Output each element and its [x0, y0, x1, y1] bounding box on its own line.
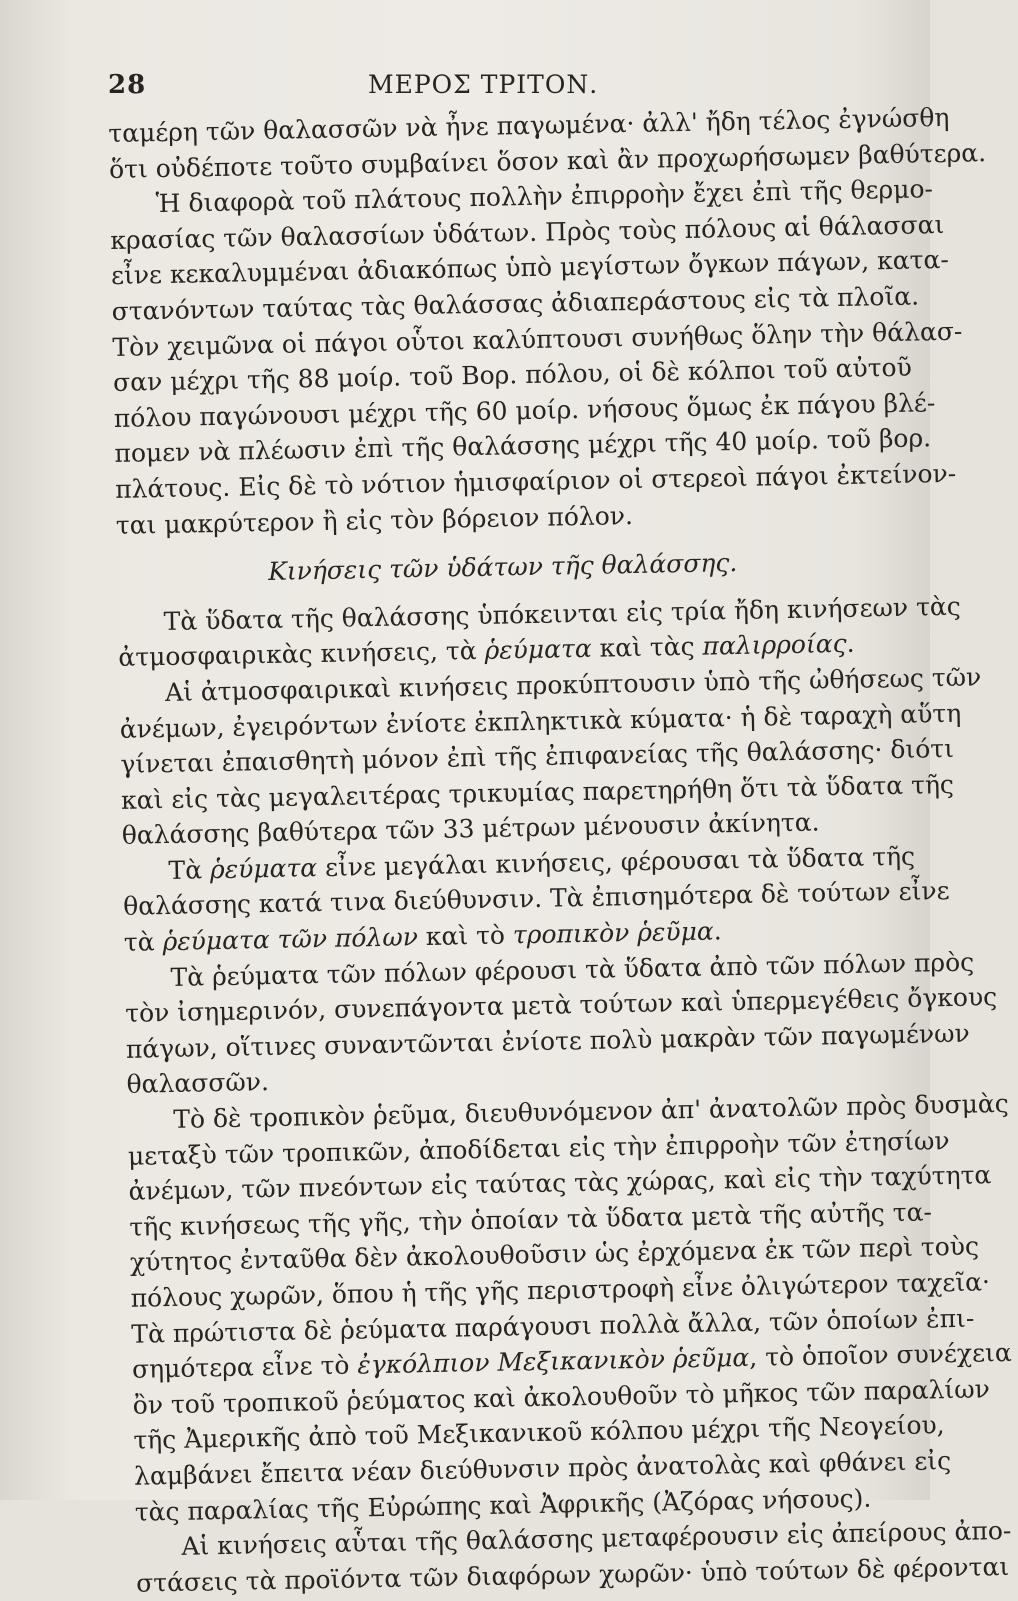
- text-line: ἀνέμων, ἐγειρόντων ἐνίοτε ἐκπληκτικὰ κύματα· ἡ δὲ ταραχὴ αὕτη: [119, 698, 962, 744]
- section-heading: Κινήσεις τῶν ὑδάτων τῆς θαλάσσης.: [267, 548, 738, 587]
- emphasis: ῥεύματα τῶν πόλων: [162, 922, 419, 957]
- page-number: 28: [108, 70, 147, 100]
- text-line: γίνεται ἐπαισθητὴ μόνον ἐπὶ τῆς ἐπιφανείας τῆς θαλάσσης· διότι: [120, 733, 955, 779]
- text-line: Τὸν χειμῶνα οἱ πάγοι οὗτοι καλύπτουσι συνήθως ὅλην τὴν θάλασ-: [112, 316, 963, 362]
- text-line: σαν μέχρι τῆς 88 μοίρ. τοῦ Βορ. πόλου, οἱ δὲ κόλποι τοῦ αὐτοῦ: [112, 352, 913, 398]
- text-line: ταμέρη τῶν θαλασσῶν νὰ ἦνε παγωμένα· ἀλλ' ἤδη τέλος ἐγνώσθη: [108, 102, 950, 148]
- text-line: πάγων, οἵτινες συναντῶνται ἐνίοτε πολὺ μακρὰν τῶν παγωμένων: [125, 1018, 970, 1064]
- text-line: σημότερα εἶνε τὸ ἐγκόλπιον Μεξικανικὸν ῥεῦμα, τὸ ὁποῖον συνέχεια: [131, 1338, 1012, 1384]
- text-line: Τὰ πρώτιστα δὲ ῥεύματα παράγουσι πολλὰ ἄλλα, τῶν ὁποίων ἐπι-: [131, 1303, 975, 1349]
- text-line: χύτητος ἐνταῦθα δὲν ἀκολουθοῦσιν ὡς ἐρχόμενα ἐκ τῶν περὶ τοὺς: [129, 1231, 980, 1278]
- emphasis: τροπικὸν ῥεῦμα: [512, 916, 714, 950]
- text-line: Τὸ δὲ τροπικὸν ῥεῦμα, διευθυνόμενον ἀπ' ἀνατολῶν πρὸς δυσμὰς: [172, 1088, 1010, 1134]
- emphasis: ἐγκόλπιον Μεξικανικὸν ῥεῦμα: [357, 1343, 750, 1380]
- part-title: ΜΕΡΟΣ ΤΡΙΤΟΝ.: [368, 70, 599, 99]
- emphasis: ῥεύματα: [484, 634, 592, 666]
- text-line: Τὰ ῥεύματα εἶνε μεγάλαι κινήσεις, φέρουσαι τὰ ὕδατα τῆς: [168, 841, 916, 885]
- text-line: πόλους χωρῶν, ὅπου ἡ τῆς γῆς περιστροφὴ εἶνε ὀλιγώτερον ταχεῖα·: [130, 1267, 991, 1313]
- text-line: τὰ ῥεύματα τῶν πόλων καὶ τὸ τροπικὸν ῥεῦμα.: [123, 916, 722, 957]
- text-line: μεταξὺ τῶν τροπικῶν, ἀποδίδεται εἰς τὴν ἐπιρροὴν τῶν ἐτησίων: [127, 1125, 950, 1171]
- text-line: Τὰ ὕδατα τῆς θαλάσσης ὑπόκεινται εἰς τρία ἤδη κινήσεων τὰς: [163, 591, 962, 636]
- text-line: θαλάσσης βαθύτερα τῶν 33 μέτρων μένουσιν ἀκίνητα.: [121, 807, 820, 851]
- running-head: [108, 66, 870, 106]
- text-line: Ἡ διαφορὰ τοῦ πλάτους πολλὴν ἐπιρροὴν ἔχει ἐπὶ τῆς θερμο-: [155, 174, 934, 219]
- text-line: στανόντων ταύτας τὰς θαλάσσας ἀδιαπεράστους εἰς τὰ πλοῖα.: [111, 281, 920, 326]
- text-line: θαλασσῶν.: [126, 1067, 270, 1100]
- text-line: εἶνε κεκαλυμμέναι ἀδιακόπως ὑπὸ μεγίστων ὄγκων πάγων, κατα-: [110, 245, 950, 291]
- text-line: στάσεις τὰ προϊόντα τῶν διαφόρων χωρῶν· ὑπὸ τούτων δὲ φέρονται: [135, 1551, 1010, 1598]
- text-line: τὰς παραλίας τῆς Εὐρώπης καὶ Ἀφρικῆς (Ἀζόρας νήσους).: [134, 1483, 872, 1527]
- text-line: πλάτους. Εἰς δὲ τὸ νότιον ἡμισφαίριον οἱ στερεοὶ πάγοι ἐκτείνον-: [114, 458, 957, 504]
- text-line: πόλου παγώνουσι μέχρι τῆς 60 μοίρ. νήσους ὅμως ἐκ πάγου βλέ-: [113, 387, 936, 433]
- body-text: [108, 101, 1012, 1601]
- text-line: ται μακρύτερον ἢ εἰς τὸν βόρειον πόλον.: [115, 500, 634, 540]
- text-line: θαλάσσης κατά τινα διεύθυνσιν. Τὰ ἐπισημότερα δὲ τούτων εἶνε: [122, 876, 950, 922]
- text-line: Αἱ κινήσεις αὗται τῆς θαλάσσης μεταφέρουσιν εἰς ἀπείρους ἀπο-: [181, 1516, 1012, 1562]
- text-line: ἀτμοσφαιρικὰς κινήσεις, τὰ ῥεύματα καὶ τὰς παλιρροίας.: [118, 629, 855, 673]
- text-line: τῆς Ἀμερικῆς ἀπὸ τοῦ Μεξικανικοῦ κόλπου μέχρι τῆς Νεογείου,: [133, 1410, 945, 1456]
- emphasis: ῥεύματα: [209, 853, 318, 885]
- emphasis: παλιρροίας: [702, 629, 847, 661]
- text-line: κρασίας τῶν θαλασσίων ὑδάτων. Πρὸς τοὺς πόλους αἱ θάλασσαι: [110, 209, 945, 255]
- text-line: πομεν νὰ πλέωσιν ἐπὶ τῆς θαλάσσης μέχρι τῆς 40 μοίρ. τοῦ βορ.: [114, 423, 932, 469]
- text-line: ἀνέμων, τῶν πνεόντων εἰς ταύτας τὰς χώρας, καὶ εἰς τὴν ταχύτητα: [128, 1160, 992, 1207]
- text-line: τὸν ἰσημερινόν, συνεπάγοντα μετὰ τούτων καὶ ὑπερμεγέθεις ὄγκους: [124, 982, 998, 1029]
- text-line: Αἱ ἀτμοσφαιρικαὶ κινήσεις προκύπτουσιν ὑπὸ τῆς ὠθήσεως τῶν: [164, 662, 982, 707]
- text-line: Τὰ ῥεύματα τῶν πόλων φέρουσι τὰ ὕδατα ἀπὸ τῶν πόλων πρὸς: [170, 947, 975, 992]
- text-line: λαμβάνει ἔπειτα νέαν διεύθυνσιν πρὸς ἀνατολὰς καὶ φθάνει εἰς: [133, 1446, 952, 1491]
- text-line: ὂν τοῦ τροπικοῦ ῥεύματος καὶ ἀκολουθοῦν τὸ μῆκος τῶν παραλίων: [132, 1374, 991, 1420]
- text-line: ὅτι οὐδέποτε τοῦτο συμβαίνει ὅσον καὶ ἂν προχωρήσωμεν βαθύτερα.: [108, 137, 987, 184]
- text-line: καὶ εἰς τὰς μεγαλειτέρας τρικυμίας παρετηρήθη ὅτι τὰ ὕδατα τῆς: [120, 769, 955, 815]
- text-line: τῆς κινήσεως τῆς γῆς, τὴν ὁποίαν τὰ ὕδατα μετὰ τῆς αὐτῆς τα-: [129, 1197, 933, 1242]
